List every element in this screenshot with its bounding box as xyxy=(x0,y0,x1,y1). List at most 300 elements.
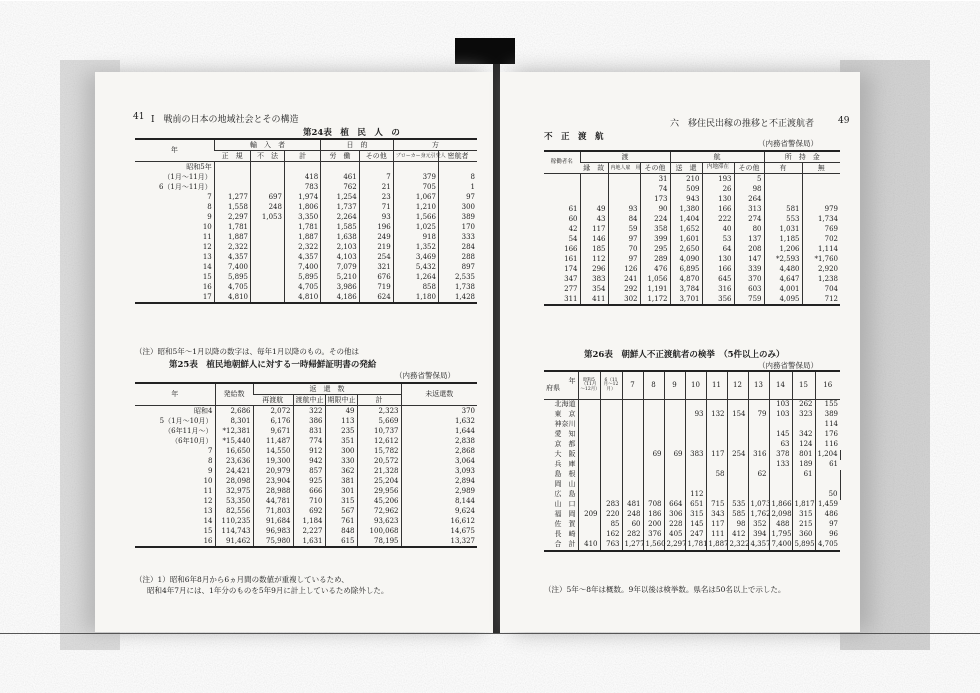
row-label-cell: 愛 知 xyxy=(554,430,576,438)
row-label-cell: 昭和4 xyxy=(194,406,213,415)
table-row xyxy=(544,520,840,530)
table-cell: 58 xyxy=(706,470,727,480)
table-cell: 1,114 xyxy=(802,244,840,254)
table-cell xyxy=(664,490,685,500)
table-cell: 173 xyxy=(640,194,670,204)
table-cell: 7,400 xyxy=(214,262,250,272)
table-cell: 1,652 xyxy=(670,224,702,234)
table-cell: 71 xyxy=(359,202,393,212)
table-cell: 356 xyxy=(702,294,734,305)
table-cell: 615 xyxy=(325,536,357,547)
table-cell: 124 xyxy=(792,440,815,450)
table-cell: 63 xyxy=(769,440,792,450)
table-cell xyxy=(748,399,769,410)
table-cell: 339 xyxy=(734,264,764,274)
table-cell xyxy=(578,480,600,490)
table25-source: （内務省警保局） xyxy=(395,371,455,380)
table-cell: 1,781 xyxy=(284,222,320,232)
table-cell: 21,328 xyxy=(357,466,401,476)
table-cell: 7,400 xyxy=(284,262,320,272)
top-header-other1: その他 xyxy=(640,163,670,174)
table-cell: 1,560 xyxy=(643,540,664,551)
table-row xyxy=(135,182,477,192)
table-cell xyxy=(802,184,840,194)
table-cell: 322 xyxy=(293,406,325,417)
t26-header-col: 16 xyxy=(815,371,840,399)
table-cell: 4,357 xyxy=(748,540,769,551)
table-cell xyxy=(815,470,840,480)
t24-header-regular: 正 規 xyxy=(214,151,250,162)
table-cell: *15,440 xyxy=(215,436,253,446)
table-cell: 343 xyxy=(706,510,727,520)
table-cell: 4,705 xyxy=(815,540,840,551)
table-cell: 2,838 xyxy=(401,436,477,446)
table-cell xyxy=(438,162,477,173)
table-cell: 399 xyxy=(640,234,670,244)
table-cell xyxy=(706,480,727,490)
table-cell: *12,381 xyxy=(215,426,253,436)
table-cell xyxy=(664,399,685,410)
table-cell: 11,487 xyxy=(253,436,293,446)
right-running-head: 六 移住民出稼の推移と不正渡航者 xyxy=(670,119,815,129)
table-cell: 49 xyxy=(580,204,608,214)
table-cell xyxy=(643,440,664,450)
t24-group-method: 方 xyxy=(393,139,477,151)
t25-header-issued: 発給数 xyxy=(215,383,253,406)
table-cell xyxy=(727,480,748,490)
table-cell: 1,206 xyxy=(764,244,802,254)
table-row xyxy=(544,500,840,510)
table-cell: 93 xyxy=(685,410,706,420)
right-page xyxy=(500,72,860,632)
table-cell xyxy=(600,470,622,480)
t26-header-col: 6（11月～12月） xyxy=(600,371,622,399)
table-cell: 925 xyxy=(293,476,325,486)
table-cell xyxy=(685,480,706,490)
table-cell xyxy=(578,460,600,470)
table-cell xyxy=(643,430,664,440)
table-row xyxy=(135,506,477,516)
table-row xyxy=(544,284,840,294)
table-cell: 624 xyxy=(359,292,393,303)
table-cell: 40 xyxy=(702,224,734,234)
table25-note-2: 昭和4年7月には、1年分のものを5年9月に計上しているため除外した。 xyxy=(147,586,389,595)
table-cell: 315 xyxy=(792,510,815,520)
table-cell: 603 xyxy=(734,284,764,294)
table-cell: 759 xyxy=(734,294,764,305)
row-label-cell: 東 京 xyxy=(554,410,576,418)
table-cell: 405 xyxy=(664,530,685,540)
table-row xyxy=(544,430,840,440)
table-cell: 44,781 xyxy=(253,496,293,506)
table-cell xyxy=(764,194,802,204)
table-cell: 1,817 xyxy=(792,500,815,510)
table-cell: 74 xyxy=(640,184,670,194)
table-row xyxy=(544,530,840,540)
table-cell: 1,067 xyxy=(393,192,438,202)
table-cell: 3,784 xyxy=(670,284,702,294)
table-cell: 145 xyxy=(769,430,792,440)
top-header-none: 無 xyxy=(802,163,840,174)
table-cell xyxy=(802,194,840,204)
row-label-cell: 9 xyxy=(208,466,213,475)
table-cell xyxy=(685,430,706,440)
table-cell: 1,191 xyxy=(640,284,670,294)
table-cell: 4,357 xyxy=(214,252,250,262)
table-cell: 410 xyxy=(578,540,600,551)
table-cell: 111 xyxy=(706,530,727,540)
table-row xyxy=(544,204,840,214)
table-cell xyxy=(664,420,685,430)
table-cell xyxy=(608,184,640,194)
table-cell: 126 xyxy=(608,264,640,274)
table-row xyxy=(135,426,477,436)
row-label-cell: 347 xyxy=(564,274,578,283)
table-cell: 19,300 xyxy=(253,456,293,466)
table-cell: 5,432 xyxy=(393,262,438,272)
table-cell: 1,053 xyxy=(251,212,285,222)
table-cell xyxy=(600,440,622,450)
top-table-source: （内務省警保局） xyxy=(758,139,818,148)
row-label-cell: 16 xyxy=(135,536,215,547)
table-cell: 3,350 xyxy=(284,212,320,222)
table-cell xyxy=(748,460,769,470)
row-label-cell: 佐 賀 xyxy=(554,520,576,528)
row-label-cell xyxy=(544,184,580,194)
table-row xyxy=(135,292,477,303)
table-cell xyxy=(727,490,748,500)
table-cell: 774 xyxy=(293,436,325,446)
t26-header-col: 9 xyxy=(664,371,685,399)
row-label-cell: 京 都 xyxy=(554,440,576,448)
table-cell: 4,810 xyxy=(284,292,320,303)
table-cell: 2,103 xyxy=(321,242,360,252)
table-cell: 296 xyxy=(580,264,608,274)
table-cell: 2,227 xyxy=(293,526,325,536)
table-cell xyxy=(578,420,600,430)
table-row xyxy=(544,184,840,194)
table-row xyxy=(544,224,840,234)
row-label-cell: 161 xyxy=(564,254,578,263)
left-page-number: 41 xyxy=(133,112,145,122)
table-cell xyxy=(706,430,727,440)
table-cell: 15,782 xyxy=(357,446,401,456)
table-cell: 1,738 xyxy=(438,282,477,292)
table-cell: 7,079 xyxy=(321,262,360,272)
table-cell: 53,350 xyxy=(215,496,253,506)
table-cell: 1,734 xyxy=(802,214,840,224)
t24-header-labor: 労 働 xyxy=(321,151,360,162)
row-label-cell: 昭和5年 xyxy=(186,162,212,171)
table-cell: 166 xyxy=(702,204,734,214)
table-row xyxy=(135,446,477,456)
table-cell: 21 xyxy=(359,182,393,192)
table-cell: 858 xyxy=(393,282,438,292)
table-cell: 2,323 xyxy=(357,406,401,417)
table-cell xyxy=(664,440,685,450)
table-cell: 1,632 xyxy=(401,416,477,426)
table-cell: 23,904 xyxy=(253,476,293,486)
row-label-cell: 福 岡 xyxy=(554,510,576,518)
table-cell xyxy=(643,399,664,410)
table-cell: 2,072 xyxy=(253,406,293,417)
row-label-cell: 5（1月～10月） xyxy=(159,416,213,425)
table-cell xyxy=(727,420,748,430)
table-cell: 1,806 xyxy=(284,202,320,212)
t24-header-broker: ブローカー身元引受人 xyxy=(393,151,438,162)
table-cell: 4,103 xyxy=(321,252,360,262)
table-cell: 3,093 xyxy=(401,466,477,476)
table-cell: 90 xyxy=(640,204,670,214)
scan-edge-line xyxy=(0,633,980,634)
t26-header-col: 10 xyxy=(685,371,706,399)
table-cell: 1,073 xyxy=(748,500,769,510)
table-row xyxy=(135,222,477,232)
table-cell: 147 xyxy=(734,254,764,264)
table-cell: 4,090 xyxy=(670,254,702,264)
table-cell: 389 xyxy=(438,212,477,222)
table-cell: 535 xyxy=(727,500,748,510)
table-cell xyxy=(706,440,727,450)
table-cell: 4,810 xyxy=(214,292,250,303)
table-cell xyxy=(748,420,769,430)
table-cell: 1,172 xyxy=(640,294,670,305)
table-cell xyxy=(578,500,600,510)
table-cell xyxy=(251,222,285,232)
table-cell xyxy=(321,162,360,173)
table-cell xyxy=(578,470,600,480)
table-cell xyxy=(251,272,285,282)
table-row xyxy=(135,172,477,182)
table-cell xyxy=(578,520,600,530)
table-cell: 666 xyxy=(293,486,325,496)
table-cell: 708 xyxy=(643,500,664,510)
table-cell: 1,031 xyxy=(764,224,802,234)
table-cell xyxy=(643,490,664,500)
table-cell xyxy=(769,420,792,430)
table-cell: 64 xyxy=(702,244,734,254)
t24-header-year: 年 xyxy=(135,139,214,162)
table-cell: 72,962 xyxy=(357,506,401,516)
table-cell: 553 xyxy=(764,214,802,224)
t26-header-col: 14 xyxy=(769,371,792,399)
table-cell xyxy=(664,430,685,440)
table26-caption: 第26表 朝鮮人不正渡航者の検挙 （5件以上のみ） xyxy=(584,350,785,360)
table-cell: 1,558 xyxy=(214,202,250,212)
table-cell: 61 xyxy=(792,470,815,480)
row-label-cell: 166 xyxy=(564,244,578,253)
table-cell xyxy=(600,460,622,470)
illegal-entry-table xyxy=(544,150,840,306)
table-cell: 333 xyxy=(438,232,477,242)
table-row xyxy=(544,294,840,305)
table-cell: 2,322 xyxy=(284,242,320,252)
t26-header-col: 11 xyxy=(706,371,727,399)
table-cell: 185 xyxy=(580,244,608,254)
table-row xyxy=(135,202,477,212)
table-cell: 262 xyxy=(792,399,815,410)
table-row xyxy=(544,460,840,470)
table-cell: 91,462 xyxy=(215,536,253,547)
table-cell: 370 xyxy=(401,406,477,417)
table-cell: 769 xyxy=(802,224,840,234)
table-cell xyxy=(664,460,685,470)
table-cell xyxy=(251,232,285,242)
table-cell: 284 xyxy=(438,242,477,252)
table-cell xyxy=(685,420,706,430)
table-cell: 23,636 xyxy=(215,456,253,466)
table-cell xyxy=(643,480,664,490)
table25-caption: 第25表 植民地朝鮮人に対する一時帰鮮証明書の発給 xyxy=(169,360,377,370)
table24-note: （注）昭和5年～1月以降の数字は、毎年1月以降のもの。その他は xyxy=(135,347,360,356)
table-cell xyxy=(580,184,608,194)
table-cell: 383 xyxy=(580,274,608,284)
table-cell: 84 xyxy=(608,214,640,224)
table-cell: 7,400 xyxy=(769,540,792,551)
table-row xyxy=(135,272,477,282)
table-cell xyxy=(214,172,250,182)
table-cell: 248 xyxy=(251,202,285,212)
table-cell: 315 xyxy=(685,510,706,520)
table-row xyxy=(544,214,840,224)
table-cell xyxy=(664,470,685,480)
table-cell: 712 xyxy=(802,294,840,305)
table-cell: 306 xyxy=(664,510,685,520)
row-label-cell: 9 xyxy=(207,212,212,221)
table-cell: 241 xyxy=(608,274,640,284)
table-cell: 209 xyxy=(578,510,600,520)
table-cell: 114,743 xyxy=(215,526,253,536)
table-row xyxy=(544,440,840,450)
row-label-cell: 60 xyxy=(568,214,578,223)
table-cell: 264 xyxy=(734,194,764,204)
table-cell: 5,669 xyxy=(357,416,401,426)
table-cell: 210 xyxy=(670,174,702,185)
table-cell xyxy=(815,480,840,490)
table-cell: 254 xyxy=(359,252,393,262)
table-cell: 9,671 xyxy=(253,426,293,436)
table-cell: 1,210 xyxy=(393,202,438,212)
t26-header-col: 8 xyxy=(643,371,664,399)
table-cell: 82,556 xyxy=(215,506,253,516)
table-cell: 1 xyxy=(438,182,477,192)
table-cell: 71,803 xyxy=(253,506,293,516)
table-cell: 80 xyxy=(734,224,764,234)
table-row xyxy=(135,476,477,486)
table-cell: 247 xyxy=(685,530,706,540)
table-row xyxy=(135,192,477,202)
table-cell: 710 xyxy=(293,496,325,506)
table-cell: 1,795 xyxy=(769,530,792,540)
table-cell: 60 xyxy=(622,520,643,530)
table-cell: 1,762 xyxy=(748,510,769,520)
table-cell: 831 xyxy=(293,426,325,436)
table-cell: 585 xyxy=(727,510,748,520)
table-cell: 362 xyxy=(325,466,357,476)
table-cell: 352 xyxy=(748,520,769,530)
row-label-cell: （6年10月） xyxy=(171,436,213,445)
table-cell: 93 xyxy=(359,212,393,222)
t26-header-col: 7 xyxy=(622,371,643,399)
table-cell: 274 xyxy=(734,214,764,224)
table-cell xyxy=(748,480,769,490)
row-label-cell: 山 口 xyxy=(554,500,576,508)
table-cell: 481 xyxy=(622,500,643,510)
table-cell xyxy=(727,430,748,440)
table-cell: 783 xyxy=(284,182,320,192)
table-cell: 130 xyxy=(702,254,734,264)
table-cell: 98 xyxy=(727,520,748,530)
table-cell: 1,644 xyxy=(401,426,477,436)
table-cell: 302 xyxy=(608,294,640,305)
table-cell: 116 xyxy=(815,440,840,450)
row-label-cell: 島 根 xyxy=(554,470,576,478)
table-cell: 301 xyxy=(325,486,357,496)
table-cell: 4,095 xyxy=(764,294,802,305)
row-label-cell: 277 xyxy=(564,284,578,293)
table-cell: 394 xyxy=(748,530,769,540)
row-label-cell: 13 xyxy=(202,252,212,261)
top-group-travel: 渡 xyxy=(580,151,670,163)
table-cell: 1,459 xyxy=(815,500,840,510)
table-cell: 29,956 xyxy=(357,486,401,496)
table-cell: 1,025 xyxy=(393,222,438,232)
table-cell: 581 xyxy=(764,204,802,214)
table-cell: 1,380 xyxy=(670,204,702,214)
table-cell: 97 xyxy=(608,234,640,244)
t24-header-other: その他 xyxy=(359,151,393,162)
table-cell: 704 xyxy=(802,284,840,294)
table-cell: 28,098 xyxy=(215,476,253,486)
table-cell: 1,277 xyxy=(214,192,250,202)
table-cell: 488 xyxy=(769,520,792,530)
table-cell: 220 xyxy=(600,510,622,520)
table-cell xyxy=(600,430,622,440)
table-cell xyxy=(393,162,438,173)
table-cell: 224 xyxy=(640,214,670,224)
table-cell: 7 xyxy=(359,172,393,182)
table-cell: 360 xyxy=(792,530,815,540)
table-row xyxy=(135,466,477,476)
table-cell: 2,535 xyxy=(438,272,477,282)
table-cell: 70 xyxy=(608,244,640,254)
table-row xyxy=(135,436,477,446)
table-cell: 2,322 xyxy=(214,242,250,252)
table-cell xyxy=(284,162,320,173)
row-label-cell: 54 xyxy=(568,234,578,243)
table-cell: 186 xyxy=(643,510,664,520)
table-row xyxy=(135,282,477,292)
row-label-cell: 15 xyxy=(202,272,212,281)
table-cell xyxy=(727,460,748,470)
table-cell xyxy=(359,162,393,173)
table-cell xyxy=(727,399,748,410)
t26-corner xyxy=(544,371,578,399)
row-label-cell: （6年11月～） xyxy=(164,426,213,435)
row-label-cell: 15 xyxy=(203,526,213,535)
table-cell: 323 xyxy=(792,410,815,420)
table-cell: 2,686 xyxy=(215,406,253,417)
table-cell: 4,870 xyxy=(670,274,702,284)
table-cell: 719 xyxy=(359,282,393,292)
t25-header-expired: 期限中止 xyxy=(325,395,357,406)
t24-header-illegal: 不 法 xyxy=(251,151,285,162)
table-cell: 133 xyxy=(769,460,792,470)
table-row xyxy=(135,536,477,547)
table-cell: 69 xyxy=(643,450,664,460)
table-cell: 476 xyxy=(640,264,670,274)
table-cell: 5,895 xyxy=(284,272,320,282)
